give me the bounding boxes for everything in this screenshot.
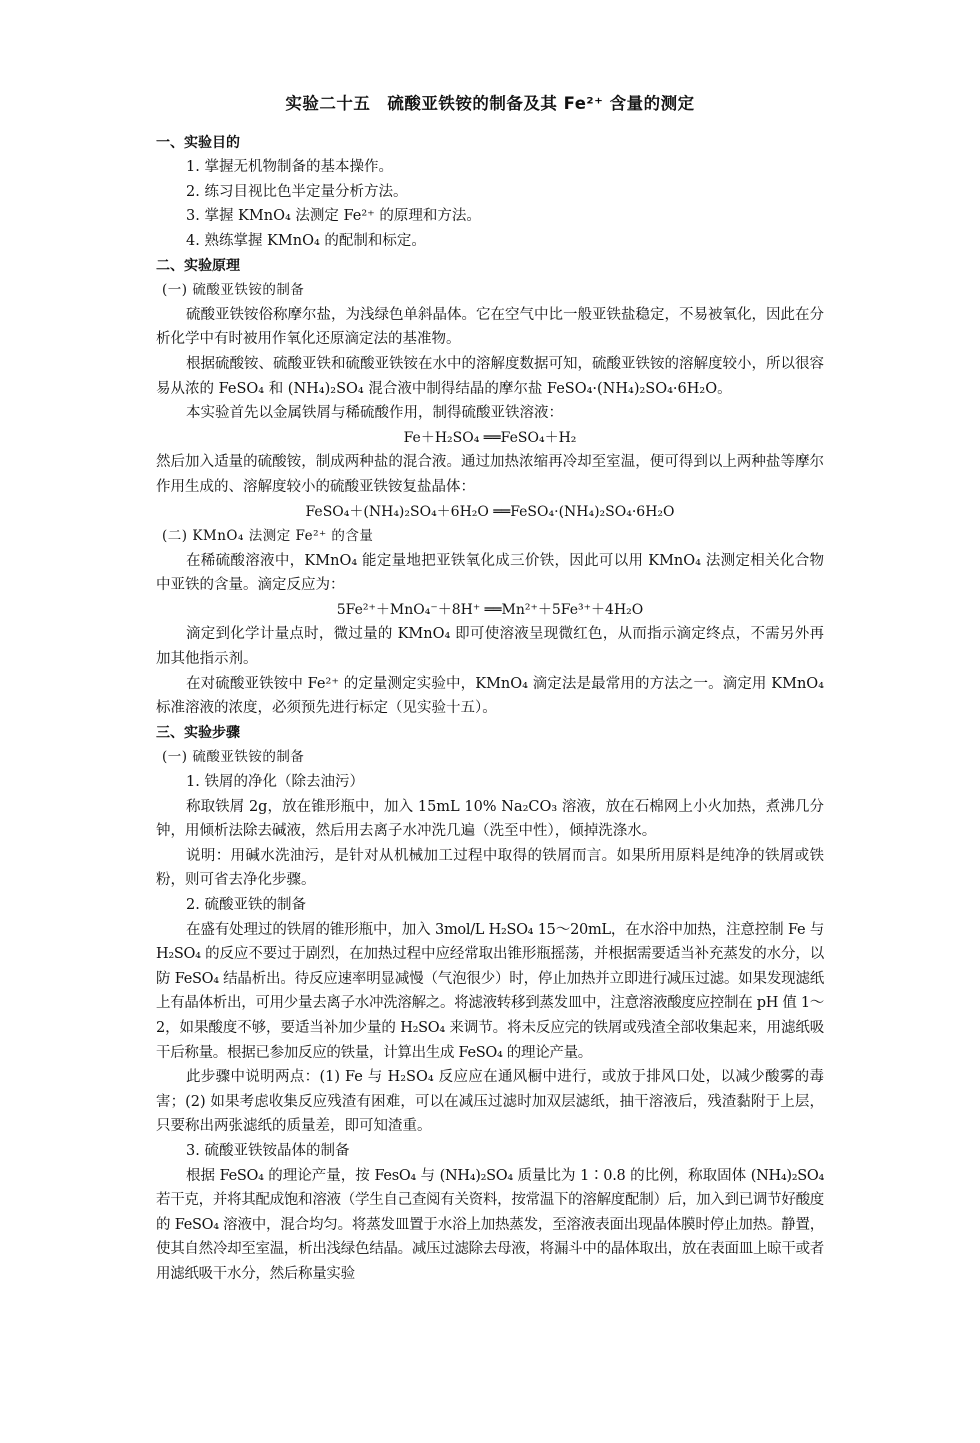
paragraph: 本实验首先以金属铁屑与稀硫酸作用，制得硫酸亚铁溶液： (186, 405, 563, 422)
paragraph: 根据 FeSO₄ 的理论产量，按 FesO₄ 与 (NH₄)₂SO₄ 质量比为 1∶0.8 的比例，称取固体 (NH₄)₂SO₄ 若干克，并将其配成饱和溶液（学生自己查阅有关资料，按常温下的溶解度配制）后，加入到已调节好酸度的 FeSO₄ 溶液中，混合均匀。将蒸发皿置于水浴上加热蒸发，至溶液表面出现晶体膜时停止加热。静置，使其自然冷却至室温，析出浅绿色结晶。减压过滤除去母液，将漏斗中的晶体取出，放在表面皿上晾干或者用滤纸吸干水分，然后称量实验 (156, 1167, 824, 1282)
subsection-heading: (一) 硫酸亚铁铵的制备 (162, 749, 305, 766)
paragraph: 滴定到化学计量点时，微过量的 KMnO₄ 即可使溶液呈现微红色，从而指示滴定终点，不需另外再加其他指示剂。 (156, 626, 824, 668)
section-heading-steps: 三、实验步骤 (156, 724, 240, 741)
page-title: 实验二十五 硫酸亚铁铵的制备及其 Fe²⁺ 含量的测定 (285, 94, 695, 113)
purpose-item: 4. 熟练掌握 KMnO₄ 的配制和标定。 (186, 232, 426, 249)
section-heading-principle: 二、实验原理 (156, 257, 240, 274)
purpose-item: 2. 练习目视比色半定量分析方法。 (186, 183, 408, 200)
section-heading-purpose: 一、实验目的 (156, 134, 240, 151)
document-body (156, 92, 824, 1287)
paragraph: 根据硫酸铵、硫酸亚铁和硫酸亚铁铵在水中的溶解度数据可知，硫酸亚铁铵的溶解度较小，所以很容易从浓的 FeSO₄ 和 (NH₄)₂SO₄ 混合液中制得结晶的摩尔盐 FeSO₄·(NH₄)₂SO₄·6H₂O。 (156, 355, 824, 397)
paragraph: 在对硫酸亚铁铵中 Fe²⁺ 的定量测定实验中，KMnO₄ 滴定法是最常用的方法之一。滴定用 KMnO₄ 标准溶液的浓度，必须预先进行标定（见实验十五）。 (156, 675, 824, 717)
purpose-item: 1. 掌握无机物制备的基本操作。 (186, 159, 393, 176)
step-heading: 3. 硫酸亚铁铵晶体的制备 (186, 1142, 350, 1159)
subsection-heading: (一) 硫酸亚铁铵的制备 (162, 282, 305, 299)
equation: Fe＋H₂SO₄ ══FeSO₄＋H₂ (403, 429, 577, 446)
step-heading: 2. 硫酸亚铁的制备 (186, 897, 306, 913)
purpose-item: 3. 掌握 KMnO₄ 法测定 Fe²⁺ 的原理和方法。 (186, 208, 481, 225)
paragraph: 称取铁屑 2g，放在锥形瓶中，加入 15mL 10% Na₂CO₃ 溶液，放在石棉网上小火加热，煮沸几分钟，用倾析法除去碱液，然后用去离子水冲洗几遍（洗至中性），倾掉洗涤水。 (156, 798, 824, 840)
paragraph: 说明：用碱水洗油污，是针对从机械加工过程中取得的铁屑而言。如果所用原料是纯净的铁屑或铁粉，则可省去净化步骤。 (156, 847, 824, 889)
paragraph: 在稀硫酸溶液中，KMnO₄ 能定量地把亚铁氧化成三价铁，因此可以用 KMnO₄ 法测定相关化合物中亚铁的含量。滴定反应为： (156, 552, 824, 594)
paragraph: 在盛有处理过的铁屑的锥形瓶中，加入 3mol/L H₂SO₄ 15～20mL，在水浴中加热，注意控制 Fe 与 H₂SO₄ 的反应不要过于剧烈，在加热过程中应经常取出锥形瓶摇荡，并根据需要适当补充蒸发的水分，以防 FeSO₄ 结晶析出。待反应速率明显减慢（气泡很少）时，停止加热并立即进行减压过滤。如果发现滤纸上有晶体析出，可用少量去离子水冲洗溶解之。将滤液转移到蒸发皿中，注意溶液酸度应控制在 pH 值 1～2，如果酸度不够，要适当补加少量的 H₂SO₄ 来调节。将未反应完的铁屑或残渣全部收集起来，用滤纸吸干后称量。根据已参加反应的铁量，计算出生成 FeSO₄ 的理论产量。 (156, 921, 824, 1061)
step-heading: 1. 铁屑的净化（除去油污） (186, 774, 364, 791)
equation: FeSO₄＋(NH₄)₂SO₄＋6H₂O ══FeSO₄·(NH₄)₂SO₄·6H₂O (305, 503, 675, 520)
paragraph: 此步骤中说明两点：(1) Fe 与 H₂SO₄ 反应应在通风橱中进行，或放于排风口处，以减少酸雾的毒害；(2) 如果考虑收集反应残渣有困难，可以在减压过滤时加双层滤纸，抽干溶液后，残渣黏附于上层，只要称出两张滤纸的质量差，即可知渣重。 (156, 1069, 824, 1135)
paragraph: 硫酸亚铁铵俗称摩尔盐，为浅绿色单斜晶体。它在空气中比一般亚铁盐稳定，不易被氧化，因此在分析化学中有时被用作氧化还原滴定法的基准物。 (156, 306, 824, 348)
paragraph: 然后加入适量的硫酸铵，制成两种盐的混合液。通过加热浓缩再冷却至室温，便可得到以上两种盐等摩尔作用生成的、溶解度较小的硫酸亚铁铵复盐晶体： (156, 454, 824, 495)
subsection-heading: (二) KMnO₄ 法测定 Fe²⁺ 的含量 (162, 528, 374, 545)
equation: 5Fe²⁺＋MnO₄⁻＋8H⁺ ══Mn²⁺＋5Fe³⁺＋4H₂O (336, 601, 644, 618)
